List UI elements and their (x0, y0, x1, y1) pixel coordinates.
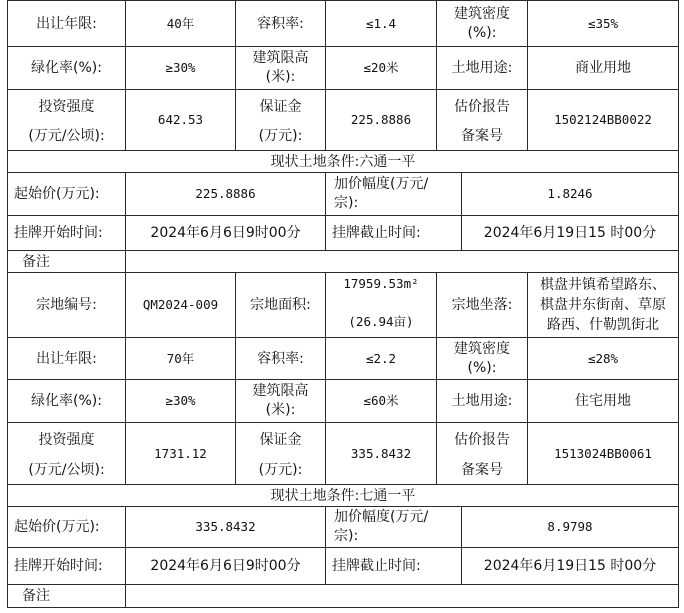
deposit-label-line-1: 保证金 (259, 432, 302, 448)
appraisal-report-label (437, 423, 527, 484)
land-use-label: 土地用途: (451, 60, 513, 76)
density-label-line-1: 建筑密度 (454, 340, 510, 357)
price-increment-label-line-1: 加价幅度(万元/ (334, 176, 429, 192)
appraisal-report-label-line-1: 估价报告 (454, 99, 510, 115)
price-increment-label-line-1: 加价幅度(万元/ (334, 509, 429, 525)
deposit-label (236, 90, 325, 150)
deposit-label-line-2: (万元): (258, 462, 303, 478)
parcel-area-label: 宗地面积: (250, 297, 311, 313)
land-use-label: 土地用途: (451, 393, 513, 409)
deposit-value: 225.8886 (350, 112, 412, 127)
price-increment-value: 1.8246 (547, 186, 593, 201)
price-increment-label (326, 173, 461, 215)
parcel-area-value (326, 273, 436, 337)
far-label: 容积率: (257, 15, 304, 32)
density-label (437, 1, 527, 46)
appraisal-report-value: 1502124BB0022 (554, 112, 652, 127)
listing-end-label: 挂牌截止时间: (332, 225, 421, 241)
listing-start-value: 2024年6月6日9时00分 (150, 558, 301, 574)
appraisal-report-label (437, 90, 527, 150)
height-limit-label (236, 47, 325, 89)
density-label-line-2: (%): (467, 359, 497, 376)
price-increment-label-line-2: 宗): (334, 528, 359, 544)
investment-intensity-value: 642.53 (157, 112, 204, 127)
remarks-label: 备注 (22, 253, 50, 270)
starting-price-value: 335.8432 (195, 519, 256, 534)
remarks-label: 备注 (22, 588, 50, 604)
far-label: 容积率: (257, 350, 304, 367)
starting-price-label: 起始价(万元): (14, 519, 100, 535)
listing-end-label: 挂牌截止时间: (332, 558, 421, 574)
transfer-term-label: 出让年限: (36, 15, 97, 32)
parcel-location-line-3: 路西、什勒凯街北 (547, 317, 659, 333)
height-limit-label (236, 380, 325, 422)
far-value: ≤2.2 (365, 350, 397, 366)
starting-price-value: 225.8886 (195, 186, 256, 201)
listing-end-value: 2024年6月19日15 时00分 (483, 225, 657, 241)
price-increment-label (326, 507, 461, 547)
investment-intensity-label-line-1: 投资强度 (38, 432, 95, 448)
investment-intensity-label (8, 423, 125, 484)
deposit-label (236, 423, 325, 484)
green-ratio-label: 绿化率(%): (31, 393, 102, 409)
far-value: ≤1.4 (365, 15, 397, 31)
deposit-label-line-1: 保证金 (259, 99, 302, 115)
parcel-location-line-2: 棋盘井东街南、草原 (540, 297, 666, 313)
parcel-location-label: 宗地坐落: (451, 297, 513, 313)
appraisal-report-label-line-2: 备案号 (461, 128, 503, 144)
height-limit-value: ≤60米 (363, 393, 399, 408)
green-ratio-label: 绿化率(%): (31, 60, 102, 76)
parcel-id-value: QM2024-009 (142, 297, 219, 312)
appraisal-report-label-line-2: 备案号 (461, 462, 503, 478)
land-condition: 现状土地条件:六通一平 (270, 153, 416, 170)
height-limit-label-line-2: (米): (265, 402, 296, 418)
parcel-area-mu: (26.94亩) (348, 314, 414, 329)
appraisal-report-value: 1513024BB0061 (554, 445, 652, 461)
height-limit-label-line-1: 建筑限高 (252, 383, 309, 399)
parcel-location-value (528, 273, 678, 337)
price-increment-value: 8.9798 (547, 519, 593, 534)
listing-start-label: 挂牌开始时间: (14, 225, 103, 241)
transfer-term-value: 70年 (166, 350, 195, 366)
investment-intensity-label-line-2: (万元/公顷): (28, 462, 105, 478)
remarks-value (126, 251, 678, 272)
investment-intensity-label-line-2: (万元/公顷): (28, 128, 105, 144)
density-label (437, 338, 527, 379)
parcel-area-sqm: 17959.53m² (343, 276, 419, 291)
height-limit-label-line-2: (米): (265, 69, 296, 85)
appraisal-report-label-line-1: 估价报告 (454, 432, 510, 448)
density-value: ≤28% (587, 350, 619, 366)
transfer-term-label: 出让年限: (36, 350, 97, 367)
starting-price-label: 起始价(万元): (14, 186, 100, 202)
parcel-id-label: 宗地编号: (36, 297, 97, 313)
green-ratio-value: ≥30% (165, 60, 196, 75)
density-label-line-2: (%): (467, 24, 497, 41)
land-condition: 现状土地条件:七通一平 (270, 487, 416, 504)
height-limit-label-line-1: 建筑限高 (252, 50, 309, 66)
height-limit-value: ≤20米 (363, 60, 399, 75)
listing-start-value: 2024年6月6日9时00分 (150, 225, 301, 241)
deposit-value: 335.8432 (350, 445, 412, 461)
investment-intensity-value: 1731.12 (154, 445, 207, 461)
land-use-value: 商业用地 (575, 60, 631, 76)
density-value: ≤35% (587, 15, 619, 31)
transfer-term-value: 40年 (166, 15, 195, 31)
investment-intensity-label-line-1: 投资强度 (38, 99, 95, 115)
listing-end-value: 2024年6月19日15 时00分 (483, 558, 657, 574)
price-increment-label-line-2: 宗): (334, 195, 359, 211)
density-label-line-1: 建筑密度 (454, 5, 510, 22)
deposit-label-line-2: (万元): (258, 128, 303, 144)
investment-intensity-label (8, 90, 125, 150)
land-use-value: 住宅用地 (575, 393, 631, 409)
green-ratio-value: ≥30% (165, 393, 196, 408)
parcel-location-line-1: 棋盘井镇希望路东、 (540, 277, 666, 293)
remarks-value (126, 585, 678, 607)
listing-start-label: 挂牌开始时间: (14, 558, 103, 574)
